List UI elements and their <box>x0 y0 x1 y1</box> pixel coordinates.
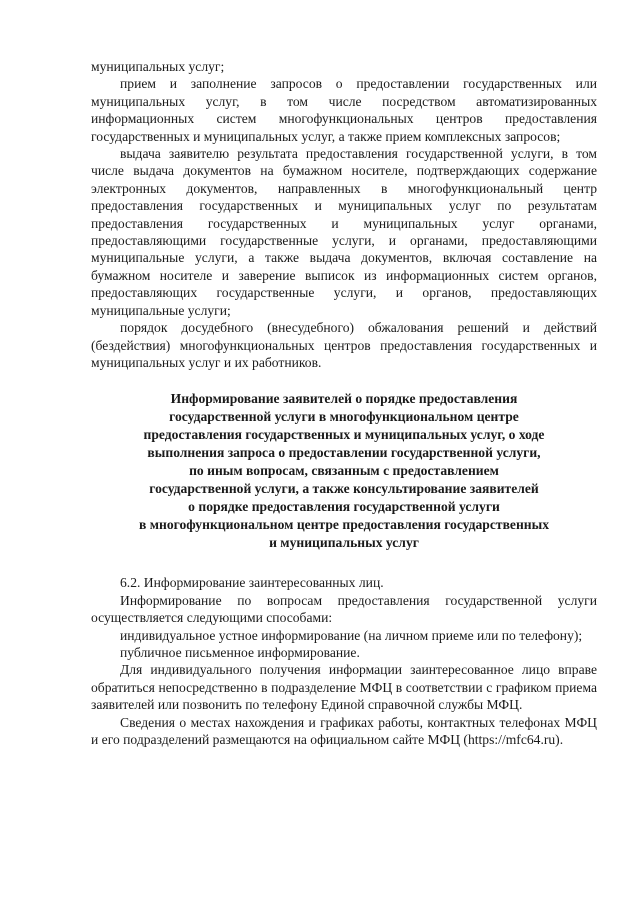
paragraph: 6.2. Информирование заинтересованных лиц. <box>120 575 384 591</box>
heading-line: по иным вопросам, связанным с предоставлением <box>189 463 499 479</box>
bottom-paragraphs <box>91 574 597 748</box>
heading-line: государственной услуги, а также консультирование заявителей <box>149 481 539 497</box>
paragraph: выдача заявителю результата предоставления государственной услуги, в том числе выдача документов на бумажном носителе, подтверждающих содержание электронных документов, направленных в многофункциональный центр предоставления государственных и муниципальных услуг по результатам предоставления государственных и муниципальных услуг органами, предоставляющими государственные услуги, и органами, предоставляющими муниципальные услуги, а также выдача документов, включая составление на бумажном носителе и заверение выписок из информационных систем органов, предоставляющих государственные услуги, и органов, предоставляющих муниципальные услуги; <box>91 146 597 318</box>
paragraph: публичное письменное информирование. <box>120 644 360 660</box>
heading-line: и муниципальных услуг <box>269 535 419 551</box>
top-paragraphs <box>91 58 597 371</box>
heading-line: о порядке предоставления государственной услуги <box>188 499 500 515</box>
heading-line: выполнения запроса о предоставлении государственной услуги, <box>147 445 541 461</box>
document-page <box>91 58 597 748</box>
heading-line: предоставления государственных и муниципальных услуг, о ходе <box>143 427 545 443</box>
heading-line: в многофункциональном центре предоставления государственных <box>138 517 550 533</box>
section-heading <box>91 390 597 552</box>
paragraph: Информирование по вопросам предоставления государственной услуги осуществляется следующими способами: <box>91 592 597 626</box>
paragraph: муниципальных услуг; <box>91 59 225 74</box>
heading-line: государственной услуги в многофункциональном центре <box>169 409 519 425</box>
paragraph: Для индивидуального получения информации заинтересованное лицо вправе обратиться непосредственно в подразделение МФЦ в соответствии с графиком приема заявителей или позвонить по телефону Единой справочной службы МФЦ. <box>91 662 597 713</box>
paragraph: индивидуальное устное информирование (на личном приеме или по телефону); <box>120 627 583 643</box>
paragraph: Сведения о местах нахождения и графиках работы, контактных телефонах МФЦ и его подразделений размещаются на официальном сайте МФЦ (https://mfc64.ru). <box>91 714 597 747</box>
paragraph: прием и заполнение запросов о предоставлении государственных или муниципальных услуг, в том числе посредством автоматизированных информационных систем многофункциональных центров предоставления государственных и муниципальных услуг, а также прием комплексных запросов; <box>91 76 597 144</box>
heading-line: Информирование заявителей о порядке предоставления <box>170 391 518 407</box>
paragraph: порядок досудебного (внесудебного) обжалования решений и действий (бездействия) многофункциональных центров предоставления государственных и муниципальных услуг и их работников. <box>91 320 597 370</box>
